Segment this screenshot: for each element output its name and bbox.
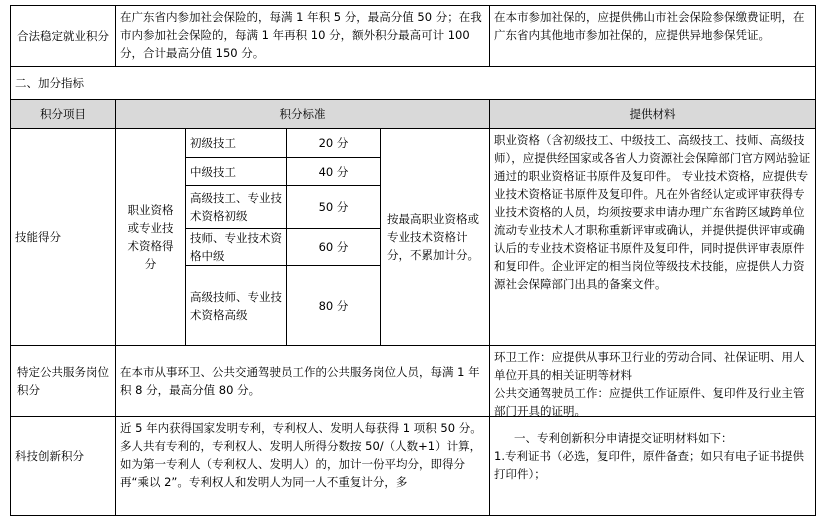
skill-level-name-text: 中级技工 <box>190 164 236 179</box>
skill-level-name-text: 技师、专业技术资格中级 <box>190 231 282 263</box>
cell-tech-material <box>489 416 816 516</box>
public-service-material-transit: 公共交通驾驶员工作：应提供工作证原件、复印件及行业主管部门开具的证明。 <box>494 386 805 418</box>
skill-level-name <box>185 157 287 186</box>
cell-public-service-material <box>489 345 816 417</box>
header-item-label: 积分项目 <box>40 107 86 121</box>
header-material-label: 提供材料 <box>629 107 676 121</box>
cell-public-service-item <box>10 345 116 417</box>
skill-level-score-text: 50 分 <box>318 200 349 214</box>
cell-stable-employment-item <box>10 5 116 67</box>
tech-material-body: 1.专利证书（必选，复印件，原件备查；如只有电子证书提供打印件）； <box>494 449 804 481</box>
public-service-material-sanitation: 环卫工作：应提供从事环卫行业的劳动合同、社保证明、用人单位开具的相关证明等材料 <box>494 350 805 382</box>
stable-employment-material-text: 在本市参加社保的，应提供佛山市社会保险参保缴费证明，在广东省内其他地市参加社保的，应提供异地参保凭证。 <box>494 10 805 42</box>
cell-stable-employment-standard <box>115 5 490 67</box>
section-title: 二、加分指标 <box>15 76 84 90</box>
skill-category-text: 职业资格或专业技术资格得分 <box>127 203 174 271</box>
cell-public-service-standard <box>115 345 490 417</box>
header-material <box>489 99 816 129</box>
public-service-standard-text: 在本市从事环卫、公共交通驾驶员工作的公共服务岗位人员，每满 1 年积 8 分，最高分值 80 分。 <box>120 365 480 397</box>
skill-level-name-text: 高级技工、专业技术资格初级 <box>190 191 282 223</box>
stable-employment-standard-text: 在广东省内参加社会保险的，每满 1 年积 5 分，最高分值 50 分；在我市内参加社会保险的，每满 1 年再积 10 分，额外积分最高可计 100 分，合计最高分值 150 分。 <box>120 10 482 60</box>
tech-material-title: 一、专利创新积分申请提交证明材料如下： <box>514 431 733 445</box>
skill-level-name <box>185 128 287 158</box>
skill-level-name-text: 高级技师、专业技术资格高级 <box>190 289 282 322</box>
header-item <box>10 99 116 129</box>
skill-level-score-text: 60 分 <box>318 240 349 254</box>
skill-level-score-text: 80 分 <box>318 298 349 313</box>
skill-level-score <box>286 265 381 346</box>
header-standard <box>115 99 490 129</box>
header-standard-label: 积分标准 <box>279 107 326 121</box>
skill-level-score <box>286 157 381 186</box>
stable-employment-item-text: 合法稳定就业积分 <box>17 29 109 43</box>
skill-level-score <box>286 185 381 229</box>
skill-level-name-text: 初级技工 <box>190 136 236 150</box>
public-service-item-text: 特定公共服务岗位积分 <box>17 365 109 397</box>
skill-level-name <box>185 265 287 346</box>
cell-skill-rule <box>380 128 490 346</box>
cell-skill-material <box>489 128 816 346</box>
cell-skill-item <box>10 128 116 346</box>
tech-item-text: 科技创新积分 <box>15 449 84 463</box>
skill-rule-text: 按最高职业资格或专业技术资格计分，不累加计分。 <box>387 212 479 262</box>
skill-level-score-text: 40 分 <box>318 164 349 179</box>
skill-material-text: 职业资格（含初级技工、中级技工、高级技工、技师、高级技师），应提供经国家或各省人力资源社会保障部门官方网站验证通过的职业资格证书原件及复印件。 专业技术资格，应提供专业技术资格证书原件及复印件。凡在外省经认定或评审获得专业技术资格的人员，均须按要求申请办理广东省跨区域跨单位流动专业技术人才职称重新评审或确认，并提供提供评审或确认后的专业技术资格证书原件及复印件，同时提供评审表原件和复印件。企业评定的相当岗位等级技术技能，应提供人力资源社会保障部门出具的备案文件。 <box>494 133 811 291</box>
cell-tech-item <box>10 416 116 516</box>
skill-level-name <box>185 228 287 266</box>
cell-stable-employment-material <box>489 5 816 67</box>
cell-tech-standard <box>115 416 490 516</box>
skill-level-score-text: 20 分 <box>318 136 349 150</box>
skill-level-score <box>286 228 381 266</box>
skill-level-score <box>286 128 381 158</box>
skill-item-text: 技能得分 <box>15 230 61 244</box>
section-bonus-indicators <box>10 66 816 100</box>
tech-standard-text: 近 5 年内获得国家发明专利，专利权人、发明人每获得 1 项积 50 分。多人共有专利的，专利权人、发明人所得分数按 50/（人数+1）计算，如为第一专利人（专利权人、发明人）的，加计一份平均分，即得分再“乘以 2”。专利权人和发明人为同一人不重复计分，多 <box>120 421 482 489</box>
cell-skill-category <box>115 128 186 346</box>
skill-level-name <box>185 185 287 229</box>
